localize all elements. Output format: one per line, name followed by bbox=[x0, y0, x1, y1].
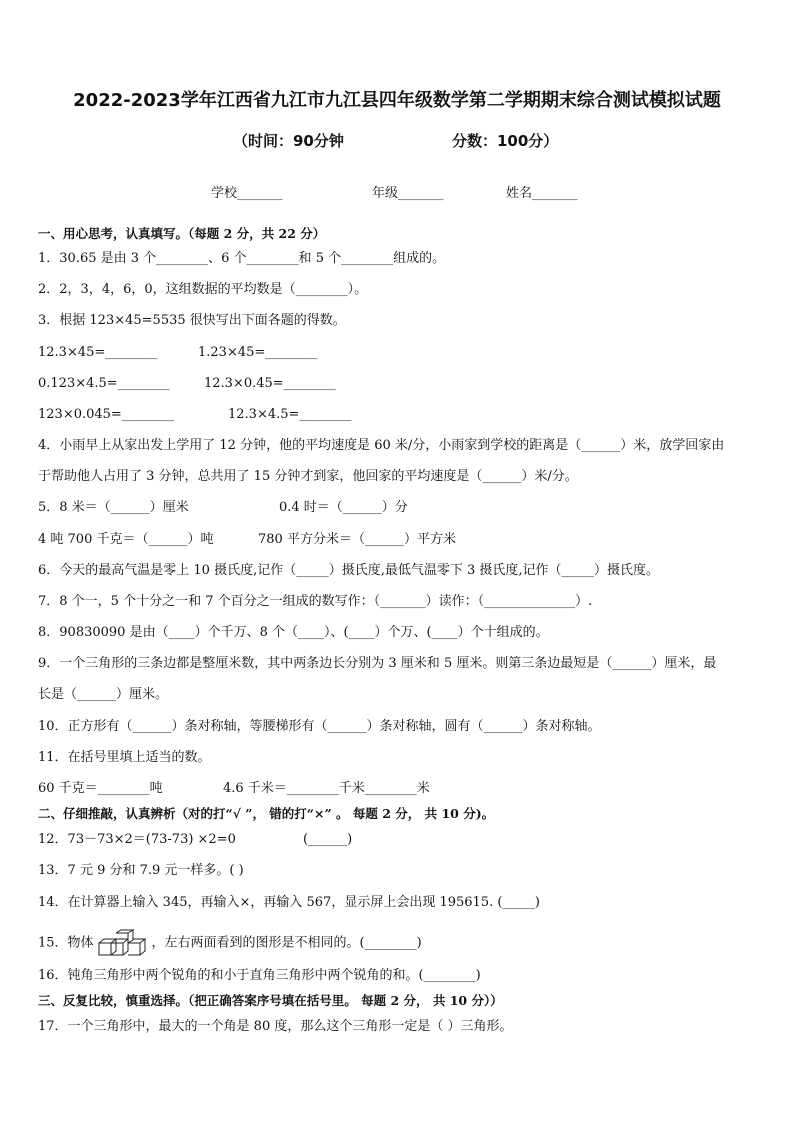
question-3f: 12.3×4.5=________ bbox=[228, 407, 352, 422]
question-4-line-2: 于帮助他人占用了 3 分钟，总共用了 15 分钟才到家，他回家的平均速度是（______）米/分。 bbox=[38, 469, 578, 484]
question-12-answer: (______) bbox=[303, 832, 353, 847]
question-12: 12．73－73×2＝(73-73) ×2=0 bbox=[38, 832, 236, 847]
question-11a: 60 千克＝________吨 bbox=[38, 781, 163, 796]
question-5c: 4 吨 700 千克＝（______）吨 bbox=[38, 532, 214, 547]
question-9-line-1: 9．一个三角形的三条边都是整厘米数，其中两条边长分别为 3 厘米和 5 厘米。则第三条边最短是（______）厘米，最 bbox=[38, 656, 717, 671]
section-1-heading: 一、用心思考，认真填写。（每题 2 分，共 22 分） bbox=[38, 226, 326, 241]
question-3b: 1.23×45=________ bbox=[198, 345, 318, 360]
exam-score: 分数：100分） bbox=[452, 132, 559, 150]
grade-field: 年级_______ bbox=[372, 186, 444, 201]
question-14: 14．在计算器上输入 345，再输入×，再输入 567，显示屏上会出现 195615. (_____) bbox=[38, 895, 540, 910]
question-16: 16．钝角三角形中两个锐角的和小于直角三角形中两个锐角的和。(________) bbox=[38, 968, 481, 983]
question-3d: 12.3×0.45=________ bbox=[204, 376, 336, 391]
question-3c: 0.123×4.5=________ bbox=[38, 376, 170, 391]
question-6: 6．今天的最高气温是零上 10 摄氏度,记作（_____）摄氏度,最低气温零下 3 摄氏度,记作（_____）摄氏度。 bbox=[38, 563, 660, 578]
question-3: 3．根据 123×45=5535 很快写出下面各题的得数。 bbox=[38, 313, 346, 328]
question-13: 13．7 元 9 分和 7.9 元一样多。( ) bbox=[38, 863, 244, 878]
question-10: 10．正方形有（______）条对称轴，等腰梯形有（______）条对称轴，圆有（______）条对称轴。 bbox=[38, 719, 601, 734]
question-5a: 5．8 米＝（______）厘米 bbox=[38, 500, 189, 515]
school-field: 学校_______ bbox=[211, 186, 283, 201]
question-2: 2．2，3，4，6，0，这组数据的平均数是（________）。 bbox=[38, 282, 368, 297]
question-3e: 123×0.045=________ bbox=[38, 407, 174, 422]
cube-stack-figure bbox=[95, 929, 151, 957]
exam-title: 2022-2023学年江西省九江市九江县四年级数学第二学期期末综合测试模拟试题 bbox=[73, 90, 721, 111]
question-7: 7．8 个一，5 个十分之一和 7 个百分之一组成的数写作：（_______）读作：（______________）. bbox=[38, 594, 593, 609]
question-11b: 4.6 千米＝________千米________米 bbox=[223, 781, 430, 796]
question-8: 8．90830090 是由（____）个千万、8 个（____）、(____）个万、(____）个十组成的。 bbox=[38, 625, 549, 640]
question-1: 1．30.65 是由 3 个________、6 个________和 5 个________组成的。 bbox=[38, 251, 446, 266]
question-5b: 0.4 时＝（______）分 bbox=[279, 500, 408, 515]
exam-time: （时间：90分钟 bbox=[233, 132, 344, 150]
question-4-line-1: 4．小雨早上从家出发上学用了 12 分钟，他的平均速度是 60 米/分，小雨家到学校的距离是（______）米，放学回家由 bbox=[38, 438, 725, 453]
question-11: 11．在括号里填上适当的数。 bbox=[38, 750, 211, 765]
question-9-line-2: 长是（______）厘米。 bbox=[38, 687, 169, 702]
question-3a: 12.3×45=________ bbox=[38, 345, 158, 360]
section-2-heading: 二、仔细推敲，认真辨析（对的打“√ ”， 错的打“×” 。 每题 2 分， 共 10 分)。 bbox=[38, 806, 495, 821]
question-5d: 780 平方分米＝（______）平方米 bbox=[258, 532, 456, 547]
question-15 bbox=[38, 929, 422, 957]
name-field: 姓名_______ bbox=[506, 186, 578, 201]
question-17: 17．一个三角形中，最大的一个角是 80 度，那么这个三角形一定是（ ）三角形。 bbox=[38, 1019, 513, 1034]
section-3-heading: 三、反复比较，慎重选择。（把正确答案序号填在括号里。 每题 2 分， 共 10 分）） bbox=[38, 993, 503, 1008]
question-15-prefix: 15．物体 bbox=[38, 935, 94, 951]
question-15-suffix: ，左右两面看到的图形是不相同的。(________) bbox=[151, 935, 422, 951]
